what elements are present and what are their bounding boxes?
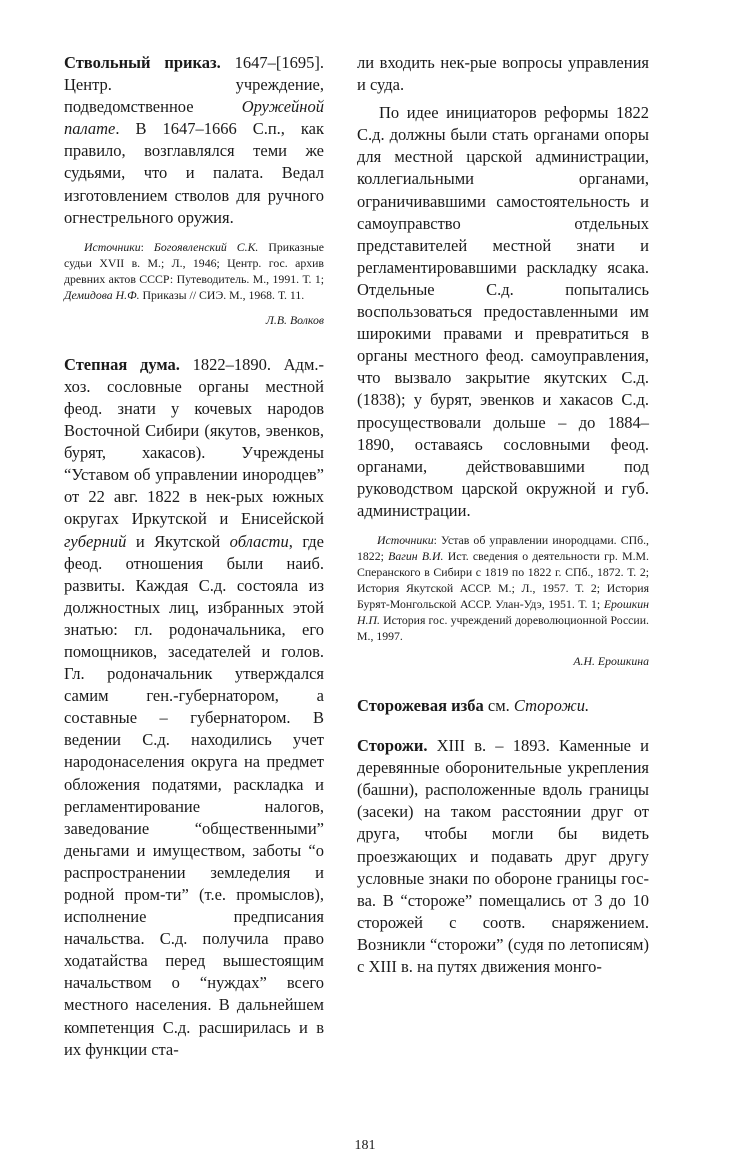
- entry-headword: Ствольный приказ.: [64, 53, 221, 72]
- page-number: 181: [354, 1138, 376, 1153]
- entry-text: XIII в. – 1893. Каменные и деревянные оборонительные укрепления (башни), расположенные вдоль границы (засеки) на таком расстоянии друг от друга, чтобы могли бы видеть проезжающих и подавать друг другу условные знаки по обороне границы гос-ва. В “стороже” помещались от 3 до 10 сторожей с соотв. снаряжением. Возникли “сторожи” (судя по летописям) с XIII в. на путях движения монго-: [357, 736, 649, 976]
- entry-text: 1822–1890. Адм.-хоз. сословные органы местной феод. знати у кочевых народов Восточной Сибири (якутов, эвенков, бурят, хакасов). Учреждены “Уставом об управлении инородцев” от 22 авг. 1822 в нек-рых южных округах Иркутской и Енисейской: [64, 354, 325, 529]
- entry-headword: Сторожевая изба: [357, 695, 484, 715]
- entry-strelnoy-prikaz: [64, 52, 324, 229]
- entry-headword: Сторожи.: [357, 736, 428, 756]
- source-author: Ерошкин Н.П.: [357, 596, 649, 627]
- entry-sources: Источники: Устав об управлении инородцами. СПб., 1822; Вагин В.И. Ист. сведения о деятельности гр. М.М. Сперанского в Сибири с 1819 по 1822 г. СПб., 1872. Т. 2; История Якутской АССР. М.; Л., 1957. Т. 2; История Бурят-Монгольской АССР. Улан-Удэ, 1951. Т. 1; Ерошкин Н.П. История гос. учреждений дореволюционной России. М., 1997.: [357, 532, 649, 643]
- source-author: Вагин В.И.: [388, 548, 444, 563]
- entry-italic-term: области: [229, 531, 289, 551]
- left-column: [64, 52, 324, 1061]
- entry-stepnaya-duma: [64, 354, 324, 1061]
- entry-text: . В 1647–1666 С.п., как правило, возглавлялся теми же судьями, что и палата. Ведал изготовлением стволов для ручного огнестрельного оружия.: [64, 119, 324, 227]
- entry-text: см.: [483, 695, 514, 715]
- entry-continuation: ли входить нек-рые вопросы управления и суда.: [357, 53, 649, 95]
- entry-paragraph: По идее инициаторов реформы 1822 С.д. должны были стать органами опоры для местной царской администрации, коллегиальными органами, ограничивавшими самостоятельность и самоуправство отдельных представителей местной знати и регламентировавшими раскладку ясака. Отдельные С.д. попытались воспользоваться предоставленными им широкими правами и превратиться в органы местного феод. самоуправления, что вызвало закрытие якутских С.д. (1838); у бурят, эвенков и хакасов С.д. просуществовали дольше – до 1884–1890, оставаясь сословными феод. органами, действовавшими под руководством царской окружной и губ. администрации.: [357, 103, 649, 520]
- entry-text: 1647–[1695]. Центр. учреждение, подведомственное: [64, 53, 324, 117]
- right-column: [357, 52, 649, 978]
- cross-reference: Сторожи.: [513, 695, 590, 715]
- entry-storozhi: [357, 735, 649, 978]
- entry-headword: Степная дума.: [64, 354, 180, 374]
- entry-italic-term: Оружейной палате: [64, 97, 324, 139]
- source-author: Богоявленский С.К.: [153, 239, 259, 254]
- sources-label: Источники: [377, 532, 434, 547]
- source-author: Демидова Н.Ф.: [64, 287, 140, 302]
- entry-italic-term: губерний: [64, 531, 127, 551]
- entry-author: Л.В. Волков: [265, 312, 324, 327]
- entry-author: А.Н. Ерошкина: [573, 653, 649, 668]
- entry-storozhevaya-izba: [357, 695, 649, 717]
- sources-label: Источники: [84, 239, 141, 254]
- entry-text: и Якутской: [126, 531, 230, 551]
- entry-text: , где феод. отношения были наиб. развиты. Каждая С.д. состояла из должностных лиц, избранных этой знатью: гл. родоначальника, его помощников, заседателей и голов. Гл. родоначальник утверждался самим ген.-губернатором, а составные – губернатором. В ведении С.д. находились учет народонаселения округа на предмет обложения податями, раскладка и регламентирование налогов, заведование “общественными” деньгами и имуществом, заботы “о распространении земледелия и родной пром-ти” (т.е. промыслов), исполнение предписания начальства. С.д. получила право ходатайства перед вышестоящим начальством о “нуждах” всего местного населения. В дальнейшем компетенция С.д. расширилась и в их функции ста-: [64, 531, 324, 1059]
- entry-sources: Источники: Богоявленский С.К. Приказные судьи XVII в. М.; Л., 1946; Центр. гос. архив древних актов СССР: Путеводитель. М., 1991. Т. 1; Демидова Н.Ф. Приказы // СИЭ. М., 1968. Т. 11.: [64, 239, 324, 302]
